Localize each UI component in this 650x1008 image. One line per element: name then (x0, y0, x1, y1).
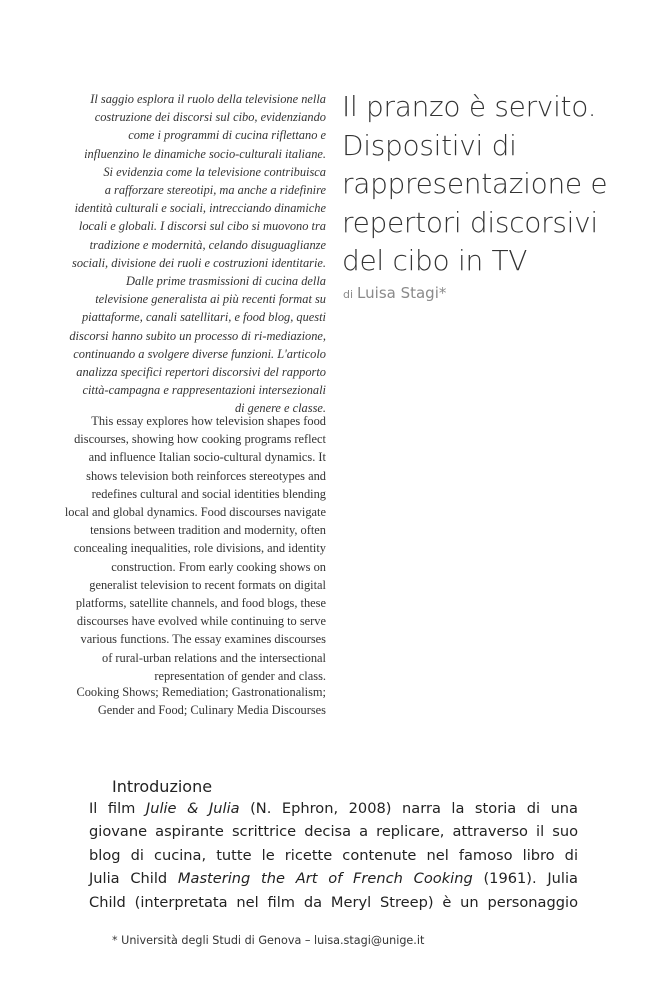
abstract-line: generalist television to recent formats on digital (89, 577, 326, 592)
body-line (89, 844, 578, 867)
abstract-line: construction. From early cooking shows on (111, 559, 326, 574)
keywords-line: Cooking Shows; Remediation; Gastronationalism; (76, 685, 326, 699)
abstract-line: This essay explores how television shapes food (91, 414, 326, 428)
abstract-line: sociali, divisione dei ruoli e costruzioni identitarie. (72, 255, 326, 270)
body-text-run: Julia Child (89, 870, 178, 888)
footnote: * Università degli Studi di Genova – luisa.stagi@unige.it (112, 934, 425, 947)
abstract-line: discourses have evolved while continuing to serve (76, 614, 326, 629)
body-text-run: Child (interpretata nel film da Meryl Streep) è un personaggio (89, 893, 578, 911)
body-text-run: (N. Ephron, 2008) narra la storia di una (239, 800, 579, 817)
abstract-line: redefines cultural and social identities blending (91, 486, 326, 501)
byline (343, 284, 446, 302)
abstract-line: analizza specifici repertori discorsivi del rapporto (76, 365, 326, 380)
abstract-line: tensions between tradition and modernity, often (90, 523, 326, 538)
abstract-line: concealing inequalities, role divisions, and identity (73, 541, 326, 556)
abstract-line: discorsi hanno subito un processo di ri-mediazione, (69, 328, 326, 343)
abstract-line: televisione generalista ai più recenti format su (95, 292, 326, 307)
book-title: Mastering the Art of French Cooking (177, 870, 473, 888)
abstract-english (30, 412, 326, 685)
body-text-run: giovane aspirante scrittrice decisa a replicare, attraverso il suo (89, 823, 578, 841)
abstract-line: influenzino le dinamiche socio-culturali italiane. (84, 146, 326, 161)
abstract-line: piattaforme, canali satellitari, e food blog, questi (81, 310, 326, 325)
body-line (89, 797, 578, 820)
film-title: Julie & Julia (145, 800, 240, 817)
body-line (89, 891, 578, 914)
abstract-line: various functions. The essay examines discourses (80, 632, 326, 647)
body-text-run: blog di cucina, tutte le ricette contenute nel famoso libro di (89, 846, 578, 864)
title-line: del cibo in TV (342, 244, 528, 277)
abstract-line: shows television both reinforces stereotypes and (86, 468, 326, 483)
abstract-line: Il saggio esplora il ruolo della televisione nella (90, 92, 326, 106)
keywords-line: Gender and Food; Culinary Media Discourses (97, 703, 326, 718)
body-text-run: (1961). Julia (472, 870, 578, 888)
abstract-line: locali e globali. I discorsi sul cibo si muovono tra (78, 219, 326, 234)
abstract-line: and influence Italian socio-cultural dynamics. It (88, 450, 326, 465)
title-line: Il pranzo è servito. (342, 90, 597, 123)
abstract-line: representation of gender and class. (154, 668, 326, 683)
abstract-line: identità culturali e sociali, intrecciando dinamiche (74, 201, 326, 216)
abstract-line: tradizione e modernità, celando disuguaglianze (89, 237, 326, 252)
byline-prefix: di (343, 288, 354, 301)
abstract-italian (30, 90, 326, 418)
body-text-run: Il film (89, 800, 146, 817)
section-heading: Introduzione (112, 777, 213, 796)
article-title (342, 88, 642, 281)
title-line: rappresentazione e (342, 167, 608, 200)
body-paragraph (89, 797, 578, 914)
abstract-line: Si evidenzia come la televisione contribuisca (103, 164, 326, 179)
abstract-line: a rafforzare stereotipi, ma anche a ridefinire (104, 183, 326, 198)
abstract-line: costruzione dei discorsi sul cibo, evidenziando (94, 110, 326, 125)
abstract-line: di genere e classe. (234, 401, 326, 416)
body-line (89, 820, 578, 843)
abstract-line: platforms, satellite channels, and food blogs, these (75, 596, 326, 611)
abstract-line: città-campagna e rappresentazioni intersezionali (82, 383, 326, 398)
abstract-line: local and global dynamics. Food discourses navigate (64, 505, 326, 520)
abstract-line: continuando a svolgere diverse funzioni. L'articolo (73, 346, 326, 361)
keywords (30, 683, 326, 720)
abstract-line: Dalle prime trasmissioni di cucina della (126, 274, 326, 289)
title-line: Dispositivi di (342, 128, 517, 162)
body-line (89, 867, 578, 890)
abstract-line: discourses, showing how cooking programs reflect (74, 432, 326, 447)
abstract-line: come i programmi di cucina riflettano e (128, 128, 326, 143)
abstract-line: of rural-urban relations and the intersectional (102, 650, 326, 665)
title-line: repertori discorsivi (342, 205, 598, 239)
author-name: Luisa Stagi* (357, 284, 447, 302)
